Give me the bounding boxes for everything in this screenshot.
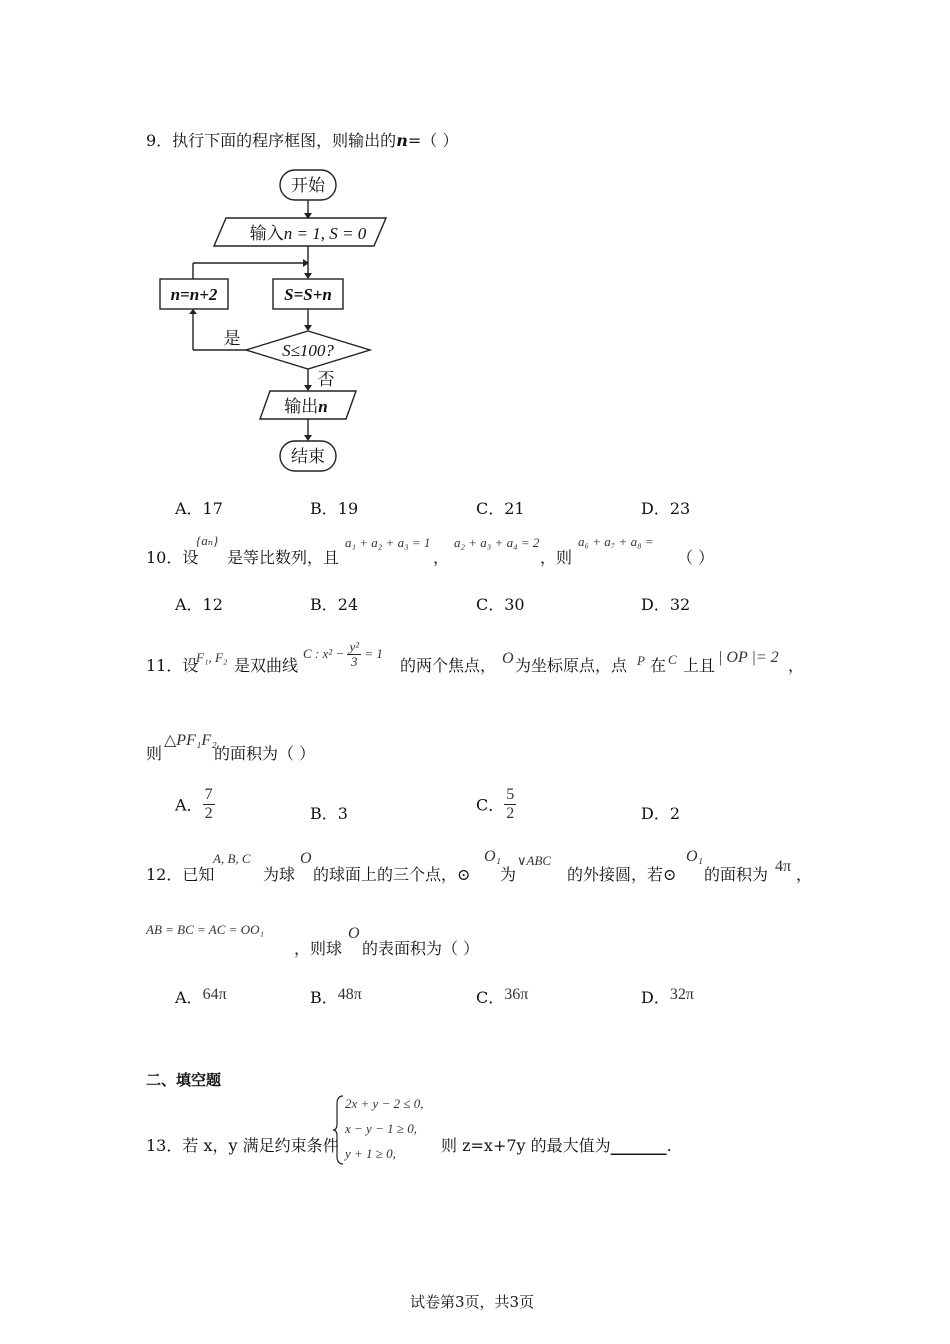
- q12-option-b: B．48π: [310, 986, 362, 1007]
- q9-option-b: B．19: [310, 499, 359, 518]
- q12-triangle: ∨ABC: [517, 853, 552, 868]
- q11-triangle: △PF₁F₂: [164, 732, 217, 749]
- q11-curve-c: C: [668, 652, 677, 667]
- q12-text-8: 的表面积为（ ）: [362, 939, 480, 958]
- q11-text-5: 上且: [683, 656, 716, 675]
- q10-seq: {aₙ}: [196, 533, 219, 548]
- q12-text-3: 为: [500, 865, 517, 884]
- q11-text-6: ，: [788, 656, 805, 675]
- q11-line2-prefix: 则: [146, 744, 163, 763]
- q12-option-d: D．32π: [641, 986, 694, 1007]
- q11-point: P: [637, 653, 645, 668]
- q12-sphere-2: O: [348, 925, 360, 942]
- fc-loop-label: n=n+2: [170, 285, 218, 304]
- q12-equation: AB = BC = AC = OO₁: [146, 922, 264, 937]
- q9-option-a: A．17: [175, 499, 223, 518]
- fc-yes-label: 是: [223, 329, 241, 349]
- q11-text-3: 为坐标原点，点: [515, 656, 628, 675]
- q12-text-7: ，则球: [294, 939, 343, 958]
- q9-stem: 9．执行下面的程序框图，则输出的n=（ ）: [146, 131, 459, 150]
- fc-no-label: 否: [317, 370, 335, 390]
- flowchart: [150, 165, 390, 475]
- fc-condition-label: S≤100?: [282, 341, 334, 360]
- q11-option-b: B．3: [310, 804, 348, 823]
- q13-constraint-3: y + 1 ≥ 0,: [345, 1146, 396, 1161]
- q12-circle-2: O₁: [686, 848, 704, 865]
- q9-option-c: C．21: [476, 499, 525, 518]
- q10-paren: （ ）: [677, 548, 715, 567]
- q10-eq2: a₂ + a₃ + a₄ = 2: [454, 535, 540, 550]
- q12-text-2: 的球面上的三个点，⊙: [313, 865, 471, 884]
- section-title: 二、填空题: [146, 1071, 222, 1089]
- q11-text-1: 是双曲线: [234, 656, 299, 675]
- q11-option-c: C． $\frac{5}{2}$: [476, 786, 515, 822]
- q13-constraint-1: 2x + y − 2 ≤ 0,: [345, 1096, 424, 1111]
- fc-sum-label: S=S+n: [284, 285, 332, 304]
- fc-output-label: 输出n: [284, 397, 328, 417]
- q10-option-b: B．24: [310, 595, 359, 614]
- q12-sphere: O: [300, 850, 312, 867]
- q12-num: 12．已知: [146, 865, 215, 884]
- q11-text-2: 的两个焦点，: [400, 656, 497, 675]
- q10-expr: a₆ + a₇ + a₈ =: [578, 534, 654, 549]
- q10-mid: 是等比数列，且: [227, 548, 340, 567]
- q12-text-6: ，: [796, 865, 813, 884]
- q12-option-c: C．36π: [476, 986, 529, 1007]
- q10-option-a: A．12: [175, 595, 223, 614]
- q12-area: 4π: [775, 858, 792, 875]
- q13-constraint-2: x − y − 1 ≥ 0,: [345, 1121, 417, 1136]
- q10-num: 10．设: [146, 548, 199, 567]
- q13-prefix: 13．若 x，y 满足约束条件: [146, 1136, 339, 1155]
- q11-foci: F₁, F₂: [196, 650, 228, 665]
- fc-start-label: 开始: [291, 176, 325, 196]
- q13-suffix: 则 z=x+7y 的最大值为_______.: [441, 1136, 672, 1155]
- q11-curve: C : x² − $\frac{\text{y²}}{3}$ = 1: [303, 639, 383, 670]
- q11-line2-suffix: 的面积为（ ）: [214, 744, 316, 763]
- q11-num: 11．设: [146, 656, 199, 675]
- q12-text-4: 的外接圆，若⊙: [567, 865, 677, 884]
- fc-input-label: 输入n = 1, S = 0: [249, 224, 367, 244]
- q10-option-c: C．30: [476, 595, 525, 614]
- q10-option-d: D．32: [641, 595, 691, 614]
- q11-origin: O: [502, 650, 514, 667]
- q9-option-d: D．23: [641, 499, 691, 518]
- q11-option-a: A． $\frac{7}{2}$: [175, 786, 213, 822]
- q11-cond: | OP |= 2: [718, 649, 779, 666]
- q10-eq1: a₁ + a₂ + a₃ = 1: [345, 535, 431, 550]
- q11-option-d: D．2: [641, 804, 681, 823]
- q12-circle: O₁: [484, 848, 502, 865]
- q13-brace: [333, 1094, 345, 1166]
- page-footer: 试卷第3页，共3页: [410, 1293, 535, 1311]
- q12-text-1: 为球: [263, 865, 296, 884]
- fc-end-label: 结束: [291, 447, 325, 467]
- q11-text-4: 在: [650, 656, 667, 675]
- q10-comma2: ，则: [540, 548, 573, 567]
- q12-option-a: A．64π: [175, 986, 227, 1007]
- q10-comma1: ，: [433, 548, 450, 567]
- q12-points: A, B, C: [213, 851, 251, 866]
- q12-text-5: 的面积为: [704, 865, 769, 884]
- q13-blank: _______: [610, 1136, 667, 1155]
